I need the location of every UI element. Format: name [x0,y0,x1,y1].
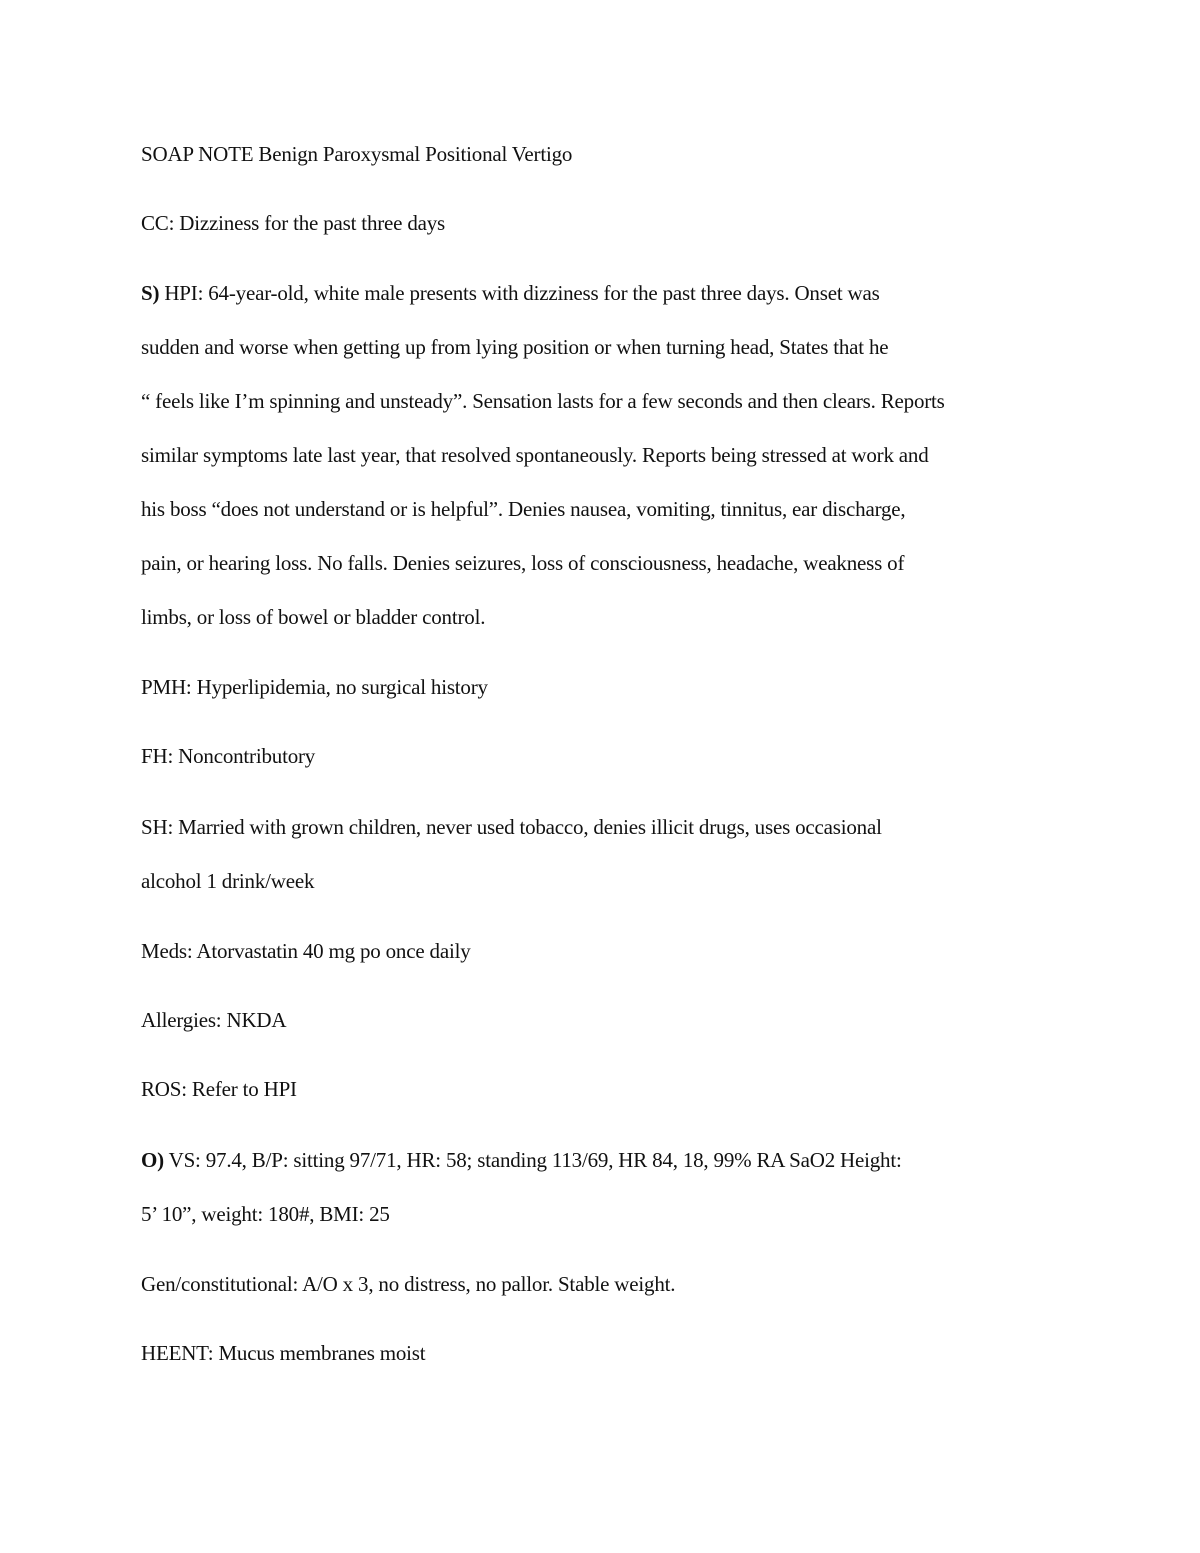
allergies: Allergies: NKDA [141,1008,287,1032]
hpi-line-5: his boss “does not understand or is helpful”. Denies nausea, vomiting, tinnitus, ear discharge, [141,497,906,521]
vs-line-2: 5’ 10”, weight: 180#, BMI: 25 [141,1202,390,1226]
fh: FH: Noncontributory [141,744,316,768]
objective-marker: O) [141,1148,164,1172]
heent: HEENT: Mucus membranes moist [141,1341,426,1365]
subjective-marker: S) [141,281,160,305]
sh-line-2: alcohol 1 drink/week [141,869,315,893]
sh-line-1: SH: Married with grown children, never used tobacco, denies illicit drugs, uses occasional [141,815,882,839]
hpi-line-1 [141,280,880,306]
hpi-line-6: pain, or hearing loss. No falls. Denies seizures, loss of consciousness, headache, weakness of [141,551,905,575]
hpi-line-2: sudden and worse when getting up from lying position or when turning head, States that he [141,335,889,359]
gen-constitutional: Gen/constitutional: A/O x 3, no distress, no pallor. Stable weight. [141,1272,676,1296]
pmh: PMH: Hyperlipidemia, no surgical history [141,675,488,699]
hpi-line-7: limbs, or loss of bowel or bladder control. [141,605,486,629]
ros: ROS: Refer to HPI [141,1077,297,1101]
vs-text: VS: 97.4, B/P: sitting 97/71, HR: 58; standing 113/69, HR 84, 18, 99% RA SaO2 Height: [163,1148,902,1172]
hpi-text: HPI: 64-year-old, white male presents with dizziness for the past three days. Onset was [159,281,880,305]
hpi-line-3: “ feels like I’m spinning and unsteady”. Sensation lasts for a few seconds and then clears. Reports [141,389,945,413]
meds: Meds: Atorvastatin 40 mg po once daily [141,939,471,963]
vs-line-1 [141,1147,902,1173]
document-title: SOAP NOTE Benign Paroxysmal Positional Vertigo [141,142,573,166]
hpi-line-4: similar symptoms late last year, that resolved spontaneously. Reports being stressed at work and [141,443,929,467]
chief-complaint: CC: Dizziness for the past three days [141,211,446,235]
